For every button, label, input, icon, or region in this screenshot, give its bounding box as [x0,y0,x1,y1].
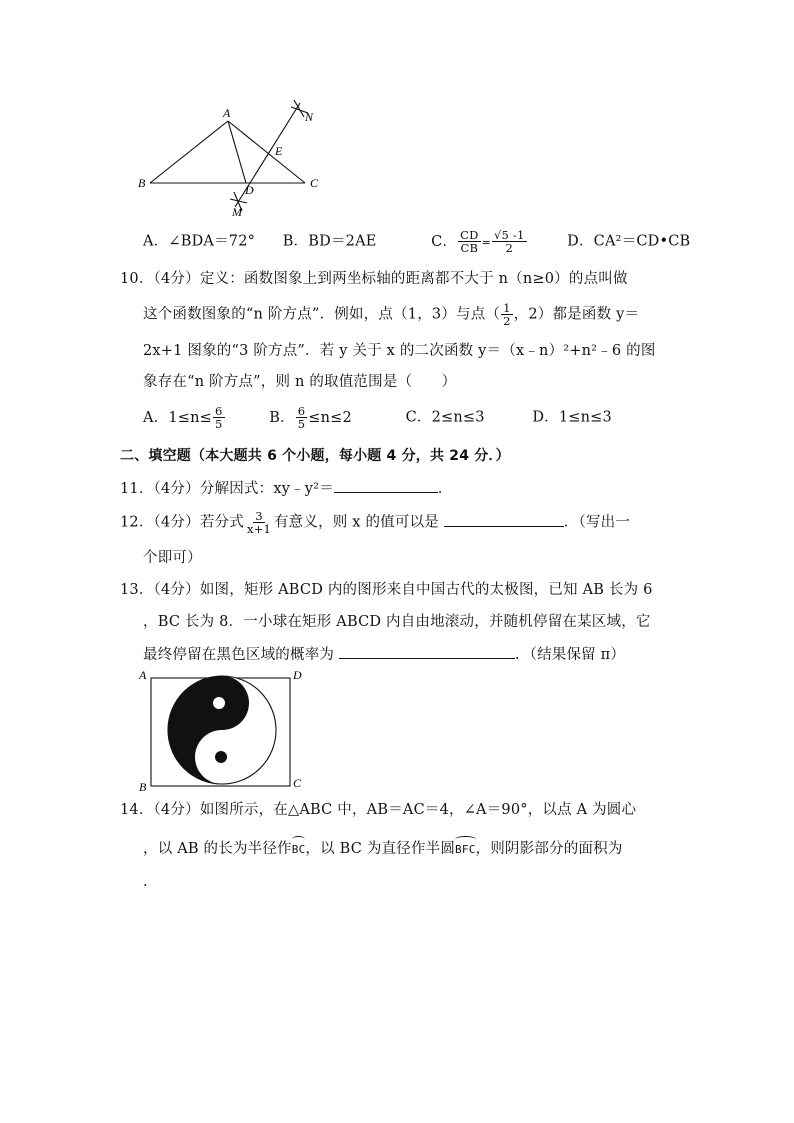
q10-line-4: 象存在“n 阶方点”，则 n 的取值范围是（ ） [143,374,457,390]
q9-option-c: C． $\frac{CD}{CB}$ = $\frac{√5 -1}{2}$ [431,228,525,255]
taiji-figure [135,667,310,795]
q12-line-2: 个即可） [143,550,202,566]
rect-label-C: C [293,776,302,790]
q9-option-d: D．CA²＝CD•CB [567,233,691,250]
rect-label-B: B [139,780,147,794]
q10-line-1: 10．（4分）定义：函数图象上到两坐标轴的距离都不大于 n（n≥0）的点叫做 [120,271,628,287]
q14-line-2: ，以 AB 的长为半径作BC，以 BC 为直径作半圆BFC，则阴影部分的面积为 [143,836,623,860]
arc-bc: BC [292,836,306,860]
q12-answer-blank[interactable] [444,512,564,527]
q10-line-2: 这个函数图象的“n 阶方点”．例如，点（1，3）与点（ $\frac{1}{2}$ ，2）都是函数 y＝ [143,301,640,328]
q14-line-3: ． [143,874,158,890]
label-C: C [310,176,319,190]
q13-answer-blank[interactable] [339,644,515,659]
q9-option-b: B．BD＝2AE [282,233,377,250]
q14-line-1: 14．（4分）如图所示，在△ABC 中，AB＝AC＝4，∠A＝90°，以点 A 为圆心 [120,802,637,818]
label-M: M [232,205,242,219]
q10-option-d: D．1≤n≤3 [532,409,612,426]
q10-options [143,405,612,430]
arc-bfc: BFC [455,836,475,860]
yin-yang-icon [168,676,276,784]
label-D: D [245,183,254,197]
q9-option-a: A．∠BDA＝72° [143,233,256,250]
q10-line-3: 2x+1 图象的“3 阶方点”．若 y 关于 x 的二次函数 y＝（x﹣n）²+n²﹣6 的图 [143,343,656,359]
q10-option-c: C．2≤n≤3 [405,409,485,426]
q13-line-1: 13．（4分）如图，矩形 ABCD 内的图形来自中国古代的太极图，已知 AB 长为 6 [120,582,653,598]
triangle-figure [130,95,330,225]
q10-option-a: A．1≤n≤ $\frac{6}{5}$ [143,404,223,431]
label-E: E [275,144,283,158]
q12: 12．（4分）若分式 $\frac{3}{x+1}$ 有意义，则 x 的值可以是 ．（写出一 [120,509,631,536]
section-heading: 二、填空题（本大题共 6 个小题，每小题 4 分，共 24 分．） [120,448,510,464]
q11: 11．（4分）分解因式：xy﹣y²＝ ． [120,478,453,499]
q13-line-2: ，BC 长为 8．一小球在矩形 ABCD 内自由地滚动，并随机停留在某区域，它 [143,614,651,630]
label-A: A [223,106,231,120]
q11-answer-blank[interactable] [334,478,438,493]
q9-options [143,229,690,254]
label-B: B [138,176,146,190]
label-N: N [305,110,314,124]
q10-option-b: B． $\frac{6}{5}$ ≤n≤2 [269,404,352,431]
q13-line-3: 最终停留在黑色区域的概率为 ．（结果保留 π） [143,644,625,665]
rect-label-D: D [293,668,302,682]
rect-label-A: A [139,668,147,682]
